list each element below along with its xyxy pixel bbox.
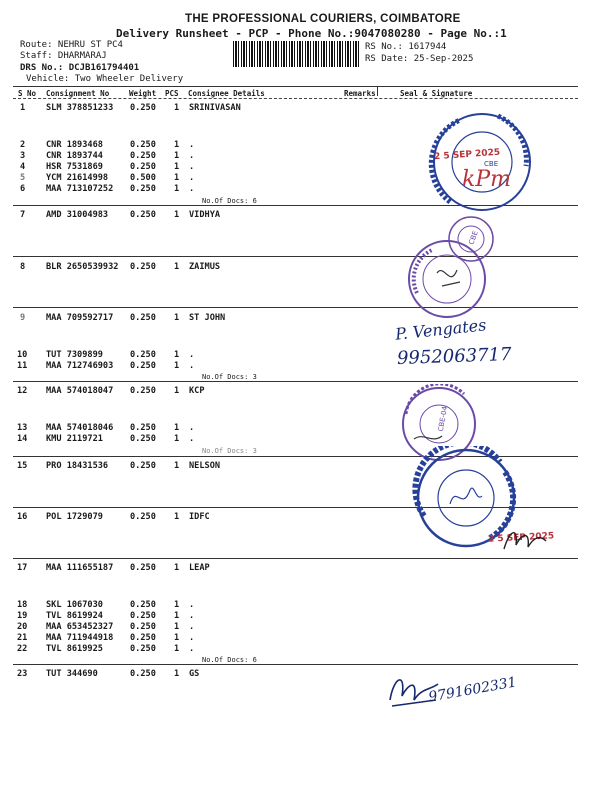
row-sno: 12	[17, 386, 28, 396]
row-weight: 0.250	[130, 423, 156, 433]
row-sno: 9	[20, 313, 26, 323]
group-separator	[13, 664, 578, 665]
row-consignment: HSR 7531869	[46, 162, 103, 172]
row-consignment: KMU 2119721	[46, 434, 103, 444]
row-consignee: IDFC	[189, 512, 210, 522]
row-sno: 5	[20, 173, 26, 183]
row-consignee: .	[189, 350, 195, 360]
row-sno: 8	[20, 262, 26, 272]
row-sno: 17	[17, 563, 28, 573]
col-weight: Weight	[129, 89, 157, 98]
row-consignee: .	[189, 633, 195, 643]
row-pcs: 1	[174, 434, 180, 444]
row-sno: 23	[17, 669, 28, 679]
row-consignee: .	[189, 140, 195, 150]
row-pcs: 1	[174, 563, 180, 573]
group-separator	[13, 381, 578, 382]
row-weight: 0.250	[130, 386, 156, 396]
row-consignee: KCP	[189, 386, 205, 396]
row-pcs: 1	[174, 103, 180, 113]
row-consignment: YCM 21614998	[46, 173, 109, 183]
row-consignee: .	[189, 622, 195, 632]
row-sno: 16	[17, 512, 28, 522]
row-consignment: SKL 1067030	[46, 600, 103, 610]
barcode	[233, 41, 359, 67]
row9-receiver-phone: 9952063717	[396, 344, 512, 369]
row-sno: 13	[17, 423, 28, 433]
doc-count-note: No.Of Docs: 3	[202, 447, 257, 455]
row-sno: 3	[20, 151, 26, 161]
row-consignee: LEAP	[189, 563, 210, 573]
row-pcs: 1	[174, 262, 180, 272]
row-sno: 15	[17, 461, 28, 471]
row-weight: 0.250	[130, 600, 156, 610]
idfc-date-stamp: 2 5 SEP 2025	[487, 531, 555, 545]
row-pcs: 1	[174, 350, 180, 360]
row-consignment: MAA 712746903	[46, 361, 114, 371]
row-pcs: 1	[174, 600, 180, 610]
row-pcs: 1	[174, 644, 180, 654]
header-rule-bottom	[13, 98, 578, 99]
row-weight: 0.250	[130, 151, 156, 161]
row-consignment: MAA 653452327	[46, 622, 114, 632]
row-pcs: 1	[174, 210, 180, 220]
row-consignee: GS	[189, 669, 200, 679]
col-seal: Seal & Signature	[400, 89, 473, 98]
row-pcs: 1	[174, 669, 180, 679]
col-consignment: Consignment No	[46, 89, 110, 98]
zaimus-stamp	[402, 238, 492, 320]
rs-date: RS Date: 25-Sep-2025	[365, 54, 474, 64]
col-pcs: PCS	[165, 89, 179, 98]
row-consignment: POL 1729079	[46, 512, 103, 522]
col-consignee: Consignee Details	[188, 89, 265, 98]
row-sno: 14	[17, 434, 28, 444]
row-consignee: .	[189, 361, 195, 371]
row-weight: 0.250	[130, 669, 156, 679]
row-consignment: TVL 8619925	[46, 644, 103, 654]
row-sno: 18	[17, 600, 28, 610]
row23-receiver-phone: 9791602331	[427, 674, 518, 706]
row-sno: 10	[17, 350, 28, 360]
row-weight: 0.250	[130, 563, 156, 573]
row-consignment: AMD 31004983	[46, 210, 109, 220]
row-weight: 0.250	[130, 633, 156, 643]
doc-count-note: No.Of Docs: 6	[202, 197, 257, 205]
row-consignment: PRO 18431536	[46, 461, 109, 471]
row-weight: 0.250	[130, 644, 156, 654]
row-consignment: MAA 574018046	[46, 423, 114, 433]
row-weight: 0.250	[130, 350, 156, 360]
row-consignee: .	[189, 184, 195, 194]
row-weight: 0.250	[130, 262, 156, 272]
row-sno: 2	[20, 140, 26, 150]
route-label: Route: NEHRU ST PC4	[20, 40, 123, 50]
row9-receiver-name: P. Vengates	[394, 315, 488, 344]
row-weight: 0.250	[130, 184, 156, 194]
row-consignment: TUT 7309899	[46, 350, 103, 360]
row-sno: 1	[20, 103, 26, 113]
row-sno: 11	[17, 361, 28, 371]
runsheet-title: Delivery Runsheet - PCP - Phone No.:9047080280 - Page No.:1	[116, 27, 507, 40]
idfc-signature	[500, 523, 550, 555]
row-consignment: MAA 711944918	[46, 633, 114, 643]
row-pcs: 1	[174, 173, 180, 183]
row-consignee: SRINIVASAN	[189, 103, 241, 113]
svg-text:CBE-04: CBE-04	[436, 405, 450, 433]
row-sno: 19	[17, 611, 28, 621]
row-consignee: .	[189, 644, 195, 654]
row-weight: 0.250	[130, 313, 156, 323]
doc-count-note: No.Of Docs: 6	[202, 656, 257, 664]
row-pcs: 1	[174, 633, 180, 643]
row-weight: 0.250	[130, 512, 156, 522]
row-pcs: 1	[174, 162, 180, 172]
row-consignment: MAA 709592717	[46, 313, 114, 323]
row-sno: 6	[20, 184, 26, 194]
company-name: THE PROFESSIONAL COURIERS, COIMBATORE	[185, 13, 461, 25]
col-divider	[377, 86, 378, 96]
rs-number: RS No.: 1617944	[365, 42, 447, 52]
svg-text:CBE: CBE	[467, 229, 480, 246]
row-consignment: TVL 8619924	[46, 611, 103, 621]
row-consignee: VIDHYA	[189, 210, 221, 220]
row-consignee: .	[189, 173, 195, 183]
row-consignment: CNR 1893468	[46, 140, 103, 150]
received-date-stamp: 2 5 SEP 2025	[433, 147, 501, 163]
header-rule-top	[13, 86, 578, 87]
row-pcs: 1	[174, 386, 180, 396]
row-pcs: 1	[174, 140, 180, 150]
row-weight: 0.250	[130, 361, 156, 371]
row-pcs: 1	[174, 611, 180, 621]
row-pcs: 1	[174, 151, 180, 161]
row-consignment: MAA 713107252	[46, 184, 114, 194]
row-consignee: ST JOHN	[189, 313, 226, 323]
staff-label: Staff: DHARMARAJ	[20, 51, 107, 61]
col-remarks: Remarks	[344, 89, 376, 98]
row-pcs: 1	[174, 361, 180, 371]
svg-text:CBE: CBE	[484, 160, 499, 168]
group-separator	[13, 558, 578, 559]
row-pcs: 1	[174, 184, 180, 194]
row-weight: 0.500	[130, 173, 156, 183]
row-weight: 0.250	[130, 611, 156, 621]
row-consignment: MAA 574018047	[46, 386, 114, 396]
row-weight: 0.250	[130, 140, 156, 150]
row-weight: 0.250	[130, 103, 156, 113]
row-pcs: 1	[174, 313, 180, 323]
row-sno: 22	[17, 644, 28, 654]
row-consignee: .	[189, 423, 195, 433]
row-weight: 0.250	[130, 210, 156, 220]
row-consignee: NELSON	[189, 461, 221, 471]
row-sno: 4	[20, 162, 26, 172]
row-consignee: ZAIMUS	[189, 262, 221, 272]
row-consignment: SLM 378851233	[46, 103, 114, 113]
doc-count-note: No.Of Docs: 3	[202, 373, 257, 381]
group-separator	[13, 307, 578, 308]
row-weight: 0.250	[130, 162, 156, 172]
row-consignee: .	[189, 151, 195, 161]
row-weight: 0.250	[130, 461, 156, 471]
row-weight: 0.250	[130, 434, 156, 444]
row-consignment: CNR 1893744	[46, 151, 103, 161]
row-sno: 7	[20, 210, 26, 220]
drs-number: DRS No.: DCJB161794401	[20, 63, 140, 73]
vehicle-label: Vehicle: Two Wheeler Delivery	[26, 74, 184, 84]
row-pcs: 1	[174, 622, 180, 632]
row-consignment: BLR 2650539932	[46, 262, 119, 272]
row-consignee: .	[189, 600, 195, 610]
row-sno: 21	[17, 633, 28, 643]
row-consignment: MAA 111655187	[46, 563, 114, 573]
row-consignee: .	[189, 611, 195, 621]
col-sno: S No	[18, 89, 37, 98]
row-consignee: .	[189, 162, 195, 172]
row-consignee: .	[189, 434, 195, 444]
row-pcs: 1	[174, 512, 180, 522]
row-pcs: 1	[174, 423, 180, 433]
row-consignment: TUT 344690	[46, 669, 98, 679]
row-weight: 0.250	[130, 622, 156, 632]
row-sno: 20	[17, 622, 28, 632]
row-pcs: 1	[174, 461, 180, 471]
row1-signature: kPm	[462, 167, 511, 192]
